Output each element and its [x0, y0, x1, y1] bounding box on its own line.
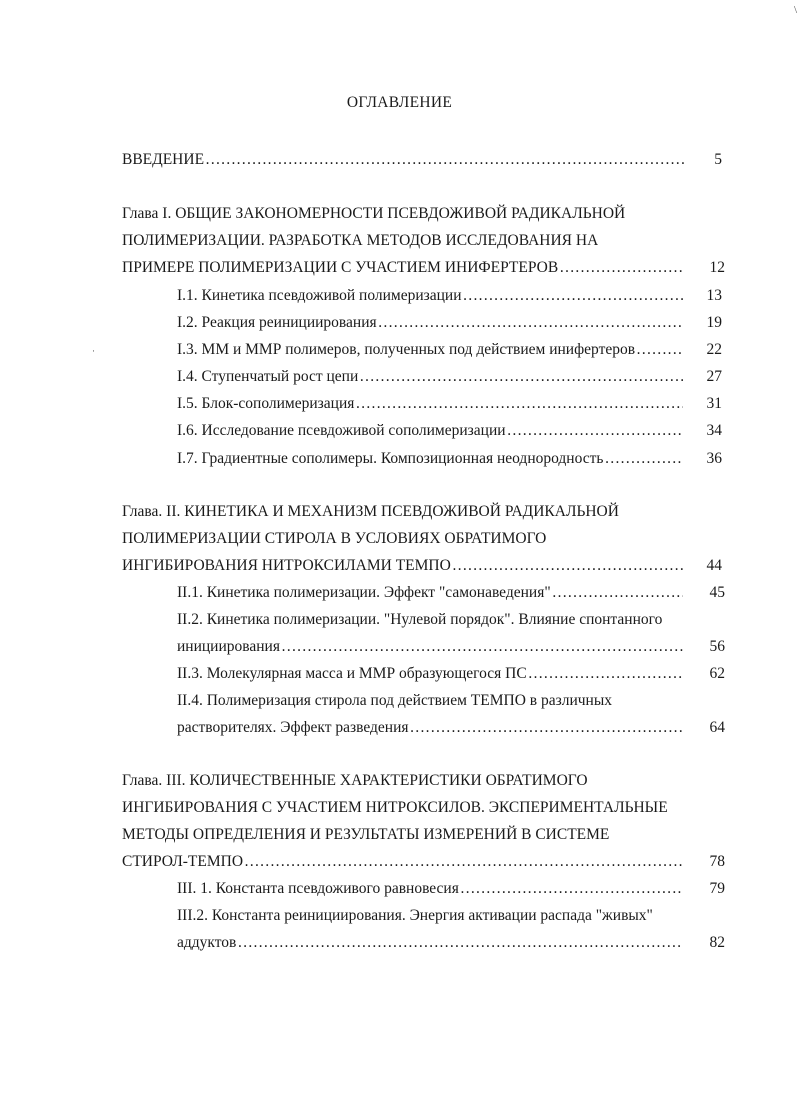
dot-leader: [205, 150, 684, 170]
section-text: I.4. Ступенчатый рост цепи: [177, 368, 359, 385]
ch1-section-7[interactable]: [177, 449, 683, 469]
ch2-section-4-page: 64: [709, 719, 725, 736]
dot-leader: [281, 637, 683, 657]
dot-leader: [378, 313, 683, 333]
dot-leader: [528, 664, 683, 684]
section-text: III. 1. Константа псевдоживого равновесия: [177, 880, 459, 897]
section-text: II.3. Молекулярная масса и ММР образующегося ПС: [177, 665, 527, 682]
ch2-section-3-page: 62: [709, 665, 725, 682]
ch2-section-2-page: 56: [709, 638, 725, 655]
ch3-heading-line-3[interactable]: МЕТОДЫ ОПРЕДЕЛЕНИЯ И РЕЗУЛЬТАТЫ ИЗМЕРЕНИЙ В СИСТЕМЕ: [122, 826, 610, 843]
ch1-heading-line-3[interactable]: [122, 258, 684, 278]
ch2-section-4-line-2[interactable]: [177, 718, 683, 738]
scan-speck: ·: [92, 346, 95, 356]
ch1-section-2-page: 19: [706, 314, 722, 331]
ch1-heading-line-2[interactable]: ПОЛИМЕРИЗАЦИИ. РАЗРАБОТКА МЕТОДОВ ИССЛЕДОВАНИЯ НА: [122, 232, 599, 249]
dot-leader: [244, 852, 684, 872]
ch3-heading-line-2[interactable]: ИНГИБИРОВАНИЯ С УЧАСТИЕМ НИТРОКСИЛОВ. ЭКСПЕРИМЕНТАЛЬНЫЕ: [122, 799, 668, 816]
ch3-section-2-line-2[interactable]: [177, 933, 683, 953]
ch2-section-1[interactable]: [177, 583, 683, 603]
toc-intro[interactable]: [122, 150, 684, 170]
ch1-section-3-page: 22: [706, 341, 722, 358]
ch3-heading-line-1[interactable]: Глава. III. КОЛИЧЕСТВЕННЫЕ ХАРАКТЕРИСТИКИ ОБРАТИМОГО: [122, 772, 588, 789]
ch2-section-3[interactable]: [177, 664, 683, 684]
dot-leader: [552, 583, 683, 603]
ch1-section-3[interactable]: [177, 340, 683, 360]
section-text: растворителях. Эффект разведения: [177, 719, 409, 736]
ch1-section-4-page: 27: [706, 368, 722, 385]
ch1-section-5-page: 31: [706, 395, 722, 412]
ch2-heading-text: ИНГИБИРОВАНИЯ НИТРОКСИЛАМИ ТЕМПО: [122, 557, 451, 574]
ch2-heading-line-3[interactable]: [122, 556, 684, 576]
dot-leader: [452, 556, 684, 576]
ch2-page: 44: [706, 557, 722, 574]
ch1-heading-text: ПРИМЕРЕ ПОЛИМЕРИЗАЦИИ С УЧАСТИЕМ ИНИФЕРТЕРОВ: [122, 259, 559, 276]
dot-leader: [355, 394, 683, 414]
section-text: I.2. Реакция реинициирования: [177, 314, 377, 331]
ch2-section-2-line-2[interactable]: [177, 637, 683, 657]
section-text: инициирования: [177, 638, 280, 655]
ch2-section-1-page: 45: [709, 584, 725, 601]
scan-mark: \: [793, 4, 797, 16]
ch1-section-5[interactable]: [177, 394, 683, 414]
ch3-heading-text: СТИРОЛ-ТЕМПО: [122, 853, 244, 870]
dot-leader: [460, 879, 683, 899]
dot-leader: [359, 367, 683, 387]
ch3-section-2-line-1[interactable]: III.2. Константа реинициирования. Энергия активации распада "живых": [177, 907, 653, 924]
ch1-heading-line-1[interactable]: Глава I. ОБЩИЕ ЗАКОНОМЕРНОСТИ ПСЕВДОЖИВОЙ РАДИКАЛЬНОЙ: [122, 205, 626, 222]
section-text: I.3. ММ и ММР полимеров, полученных под действием инифертеров: [177, 341, 636, 358]
ch1-section-2[interactable]: [177, 313, 683, 333]
dot-leader: [636, 340, 683, 360]
ch3-page: 78: [709, 853, 725, 870]
ch1-section-7-page: 36: [706, 450, 722, 467]
section-text: I.5. Блок-сополимеризация: [177, 395, 355, 412]
dot-leader: [507, 421, 683, 441]
ch2-heading-line-1[interactable]: Глава. II. КИНЕТИКА И МЕХАНИЗМ ПСЕВДОЖИВОЙ РАДИКАЛЬНОЙ: [122, 503, 619, 520]
dot-leader: [237, 933, 683, 953]
ch1-page: 12: [709, 259, 725, 276]
ch1-section-4[interactable]: [177, 367, 683, 387]
section-text: аддуктов: [177, 934, 237, 951]
ch3-section-2-page: 82: [709, 934, 725, 951]
ch1-section-1-page: 13: [706, 287, 722, 304]
toc-intro-page: 5: [714, 151, 722, 168]
section-text: I.1. Кинетика псевдоживой полимеризации: [177, 287, 462, 304]
ch1-section-1[interactable]: [177, 286, 683, 306]
ch1-section-6[interactable]: [177, 421, 683, 441]
section-text: II.1. Кинетика полимеризации. Эффект "самонаведения": [177, 584, 551, 601]
ch3-section-1-page: 79: [709, 880, 725, 897]
ch1-section-6-page: 34: [706, 422, 722, 439]
ch2-section-2-line-1[interactable]: II.2. Кинетика полимеризации. "Нулевой порядок". Влияние спонтанного: [177, 611, 663, 628]
ch2-section-4-line-1[interactable]: II.4. Полимеризация стирола под действием ТЕМПО в различных: [177, 692, 612, 709]
section-text: I.6. Исследование псевдоживой сополимеризации: [177, 422, 506, 439]
ch3-section-1[interactable]: [177, 879, 683, 899]
ch2-heading-line-2[interactable]: ПОЛИМЕРИЗАЦИИ СТИРОЛА В УСЛОВИЯХ ОБРАТИМОГО: [122, 530, 547, 547]
ch3-heading-line-4[interactable]: [122, 852, 684, 872]
section-text: I.7. Градиентные сополимеры. Композиционная неоднородность: [177, 450, 604, 467]
page-title: ОГЛАВЛЕНИЕ: [346, 94, 453, 111]
dot-leader: [604, 449, 683, 469]
dot-leader: [559, 258, 684, 278]
dot-leader: [463, 286, 683, 306]
dot-leader: [410, 718, 683, 738]
toc-intro-text: ВВЕДЕНИЕ: [122, 151, 205, 168]
